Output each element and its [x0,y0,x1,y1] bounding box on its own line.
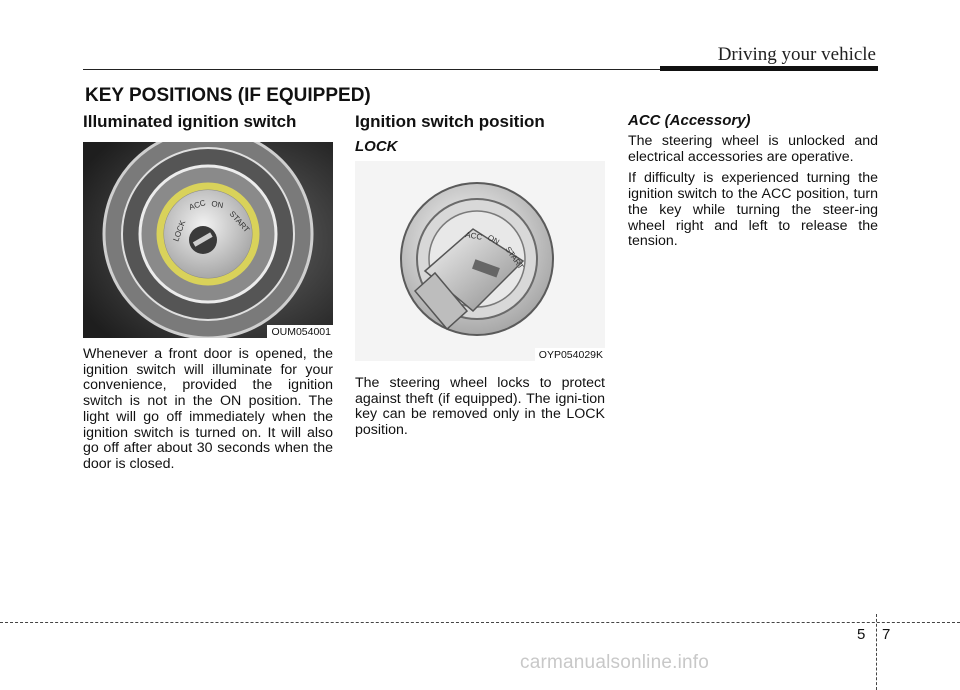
ignition-switch-illustration [83,142,333,338]
acc-difficulty-note: If difficulty is experienced turning the ignition switch to the ACC position, turn the key while turning the steer-ing wheel right and left to release the tension. [628,170,878,250]
ring-label-on: ON [210,199,225,211]
page-number: 7 [882,626,891,643]
running-header: Driving your vehicle [717,44,876,65]
heading-ignition-switch-position: Ignition switch position [355,112,545,131]
subheading-acc: ACC (Accessory) [628,112,751,129]
lock-position-figure [355,161,605,361]
ring-label-lock: LOCK [171,219,188,243]
subheading-lock: LOCK [355,138,398,155]
header-rule [83,69,661,70]
figure-caption: OYP054029K [535,348,605,361]
acc-description: The steering wheel is unlocked and electrical accessories are operative. [628,133,878,165]
footer-rule [0,622,960,623]
illuminated-switch-description: Whenever a front door is opened, the ignition switch will illuminate for your convenience, provided the ignition switch is not in the ON position. The light will go off immediately when the ignition switch is turned on. It will also go off after about 30 seconds when the door is closed. [83,346,333,472]
illuminated-switch-figure [83,142,333,338]
column-ignition-switch-position [355,110,605,439]
watermark: carmanualsonline.info [520,652,710,673]
ring-label-acc-2: ACC [464,230,483,242]
heading-illuminated-ignition-switch: Illuminated ignition switch [83,112,297,131]
ring-label-start-2: START [503,244,526,272]
section-title: KEY POSITIONS (IF EQUIPPED) [85,85,371,106]
lock-position-illustration [355,161,605,361]
figure-caption: OUM054001 [267,325,333,338]
footer-divider [876,614,877,690]
column-acc [628,110,878,250]
column-illuminated-switch [83,110,333,473]
lock-description: The steering wheel locks to protect against theft (if equipped). The igni-tion key can be removed only in the LOCK position. [355,375,605,439]
section-number: 5 [857,626,866,643]
header-bar [660,66,878,71]
ring-label-acc: ACC [187,198,207,212]
ring-label-on-2: ON [486,232,501,247]
ring-label-start: START [227,209,252,235]
